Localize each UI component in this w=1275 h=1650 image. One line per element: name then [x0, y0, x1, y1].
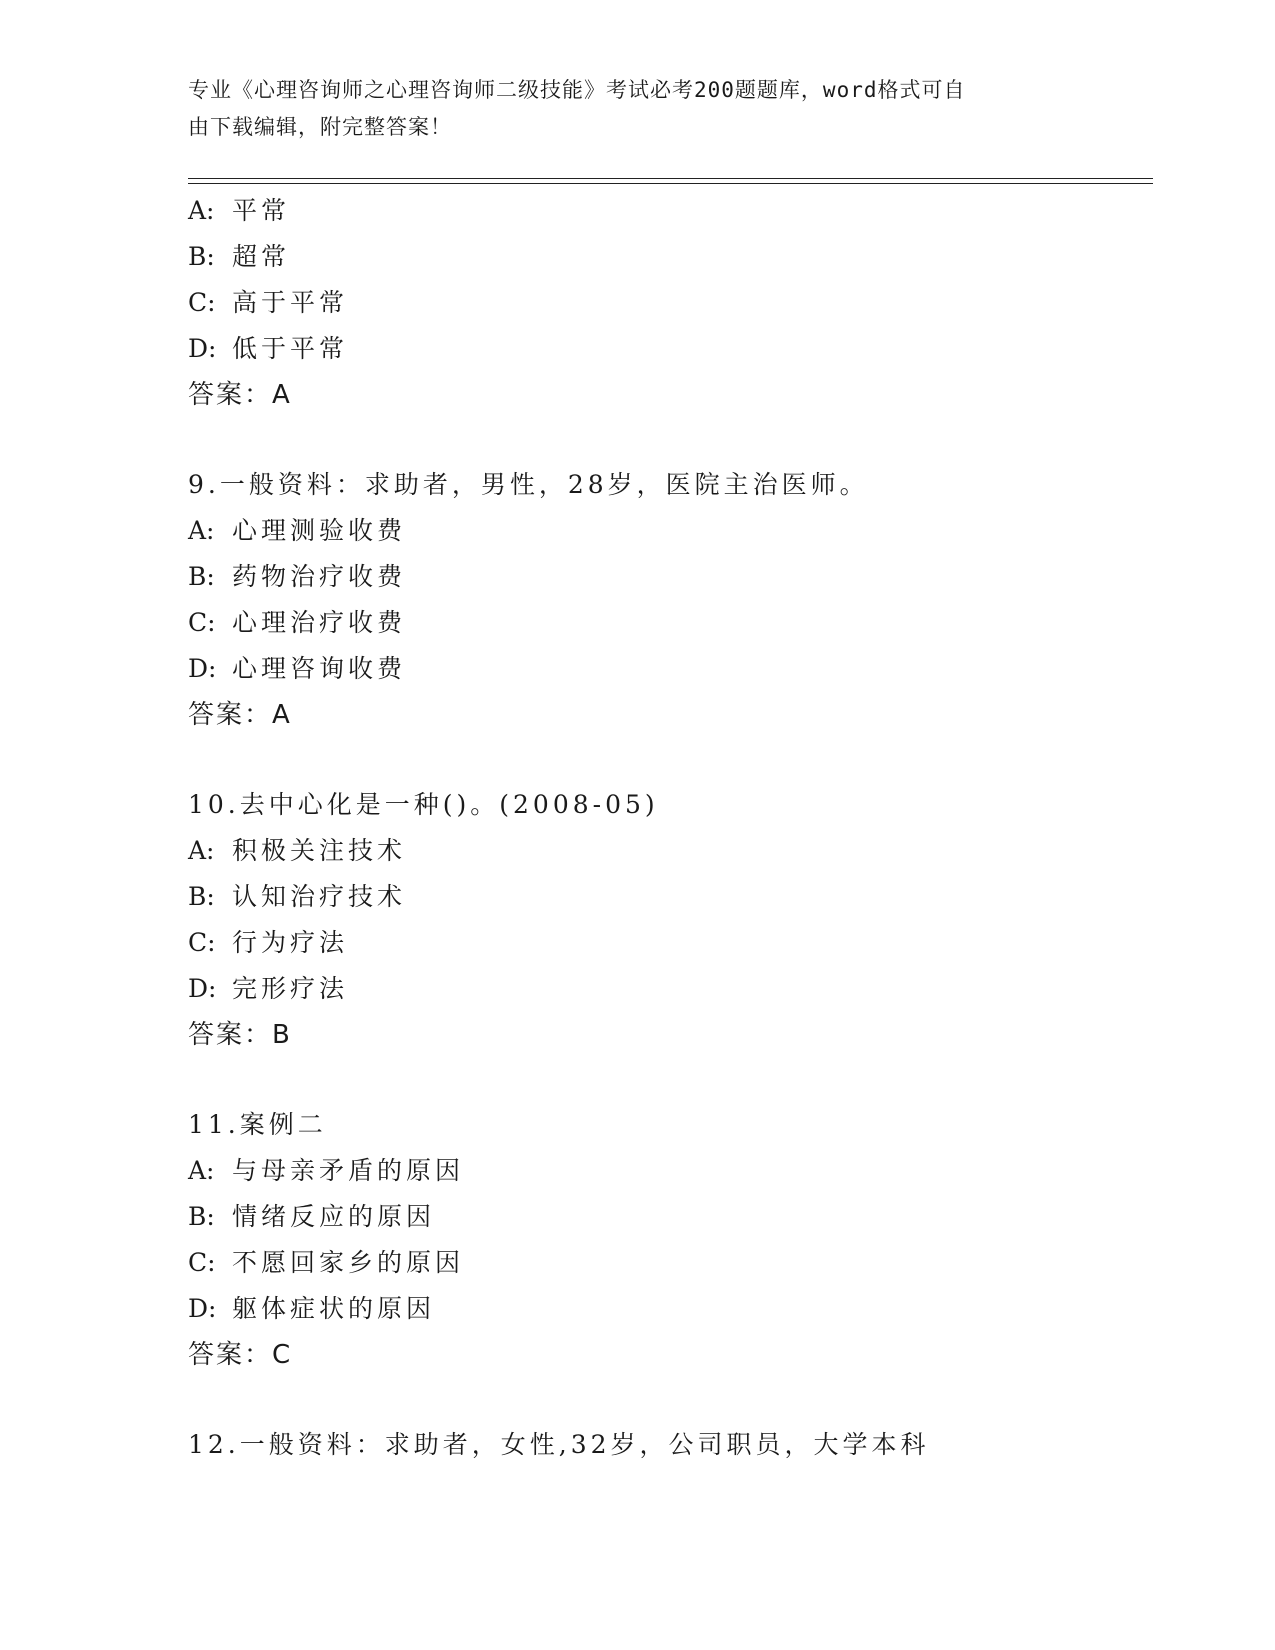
option-text: 认知治疗技术	[232, 882, 407, 911]
option-text: 药物治疗收费	[232, 562, 407, 591]
question-block	[188, 1102, 1153, 1378]
option-text: 与母亲矛盾的原因	[232, 1156, 465, 1185]
option-letter: C:	[188, 608, 216, 637]
option-letter: A:	[188, 516, 215, 545]
option-c	[188, 920, 1153, 966]
option-c	[188, 280, 1153, 326]
spacer	[188, 1378, 1153, 1422]
option-text: 完形疗法	[232, 974, 349, 1003]
option-letter: D:	[188, 1294, 217, 1323]
option-b	[188, 234, 1153, 280]
option-letter: C:	[188, 928, 216, 957]
answer-line: 答案：A	[188, 700, 292, 730]
option-letter: B:	[188, 242, 215, 271]
option-d	[188, 646, 1153, 692]
option-a	[188, 1148, 1153, 1194]
option-c	[188, 1240, 1153, 1286]
spacer	[188, 418, 1153, 462]
option-letter: B:	[188, 562, 215, 591]
question-block	[188, 188, 1153, 418]
question-stem: 12.一般资料：求助者，女性,32岁，公司职员，大学本科	[188, 1430, 930, 1459]
question-block	[188, 462, 1153, 738]
option-letter: B:	[188, 882, 215, 911]
question-block	[188, 782, 1153, 1058]
answer-line: 答案：A	[188, 380, 292, 410]
document-header	[188, 72, 1068, 146]
option-b	[188, 874, 1153, 920]
option-text: 超常	[232, 242, 291, 271]
header-line-2: 由下载编辑，附完整答案！	[188, 115, 452, 139]
option-letter: A:	[188, 836, 215, 865]
option-text: 行为疗法	[232, 928, 349, 957]
option-text: 心理治疗收费	[232, 608, 407, 637]
option-text: 平常	[232, 196, 291, 225]
question-stem: 10.去中心化是一种()。(2008-05)	[188, 790, 659, 819]
option-letter: B:	[188, 1202, 215, 1231]
option-d	[188, 1286, 1153, 1332]
question-list	[188, 188, 1153, 1468]
option-text: 心理咨询收费	[232, 654, 407, 683]
option-text: 高于平常	[232, 288, 349, 317]
option-letter: D:	[188, 654, 217, 683]
option-text: 不愿回家乡的原因	[232, 1248, 465, 1277]
option-text: 心理测验收费	[232, 516, 407, 545]
option-letter: D:	[188, 974, 217, 1003]
header-divider-top	[188, 178, 1153, 179]
option-d	[188, 966, 1153, 1012]
option-a	[188, 828, 1153, 874]
option-letter: C:	[188, 1248, 216, 1277]
spacer	[188, 738, 1153, 782]
question-stem: 11.案例二	[188, 1110, 327, 1139]
option-letter: C:	[188, 288, 216, 317]
option-text: 低于平常	[232, 334, 349, 363]
header-line-1: 专业《心理咨询师之心理咨询师二级技能》考试必考200题题库，word格式可自	[188, 78, 966, 102]
answer-line: 答案：B	[188, 1020, 292, 1050]
question-block	[188, 1422, 1153, 1468]
option-letter: A:	[188, 1156, 215, 1185]
option-d	[188, 326, 1153, 372]
spacer	[188, 1058, 1153, 1102]
option-a	[188, 188, 1153, 234]
option-c	[188, 600, 1153, 646]
answer-line: 答案：C	[188, 1340, 293, 1370]
option-text: 积极关注技术	[232, 836, 407, 865]
option-a	[188, 508, 1153, 554]
question-stem: 9.一般资料：求助者，男性，28岁，医院主治医师。	[188, 470, 869, 499]
header-divider-bottom	[188, 183, 1153, 184]
option-letter: D:	[188, 334, 217, 363]
option-text: 躯体症状的原因	[232, 1294, 436, 1323]
option-letter: A:	[188, 196, 215, 225]
option-b	[188, 554, 1153, 600]
option-b	[188, 1194, 1153, 1240]
option-text: 情绪反应的原因	[232, 1202, 436, 1231]
